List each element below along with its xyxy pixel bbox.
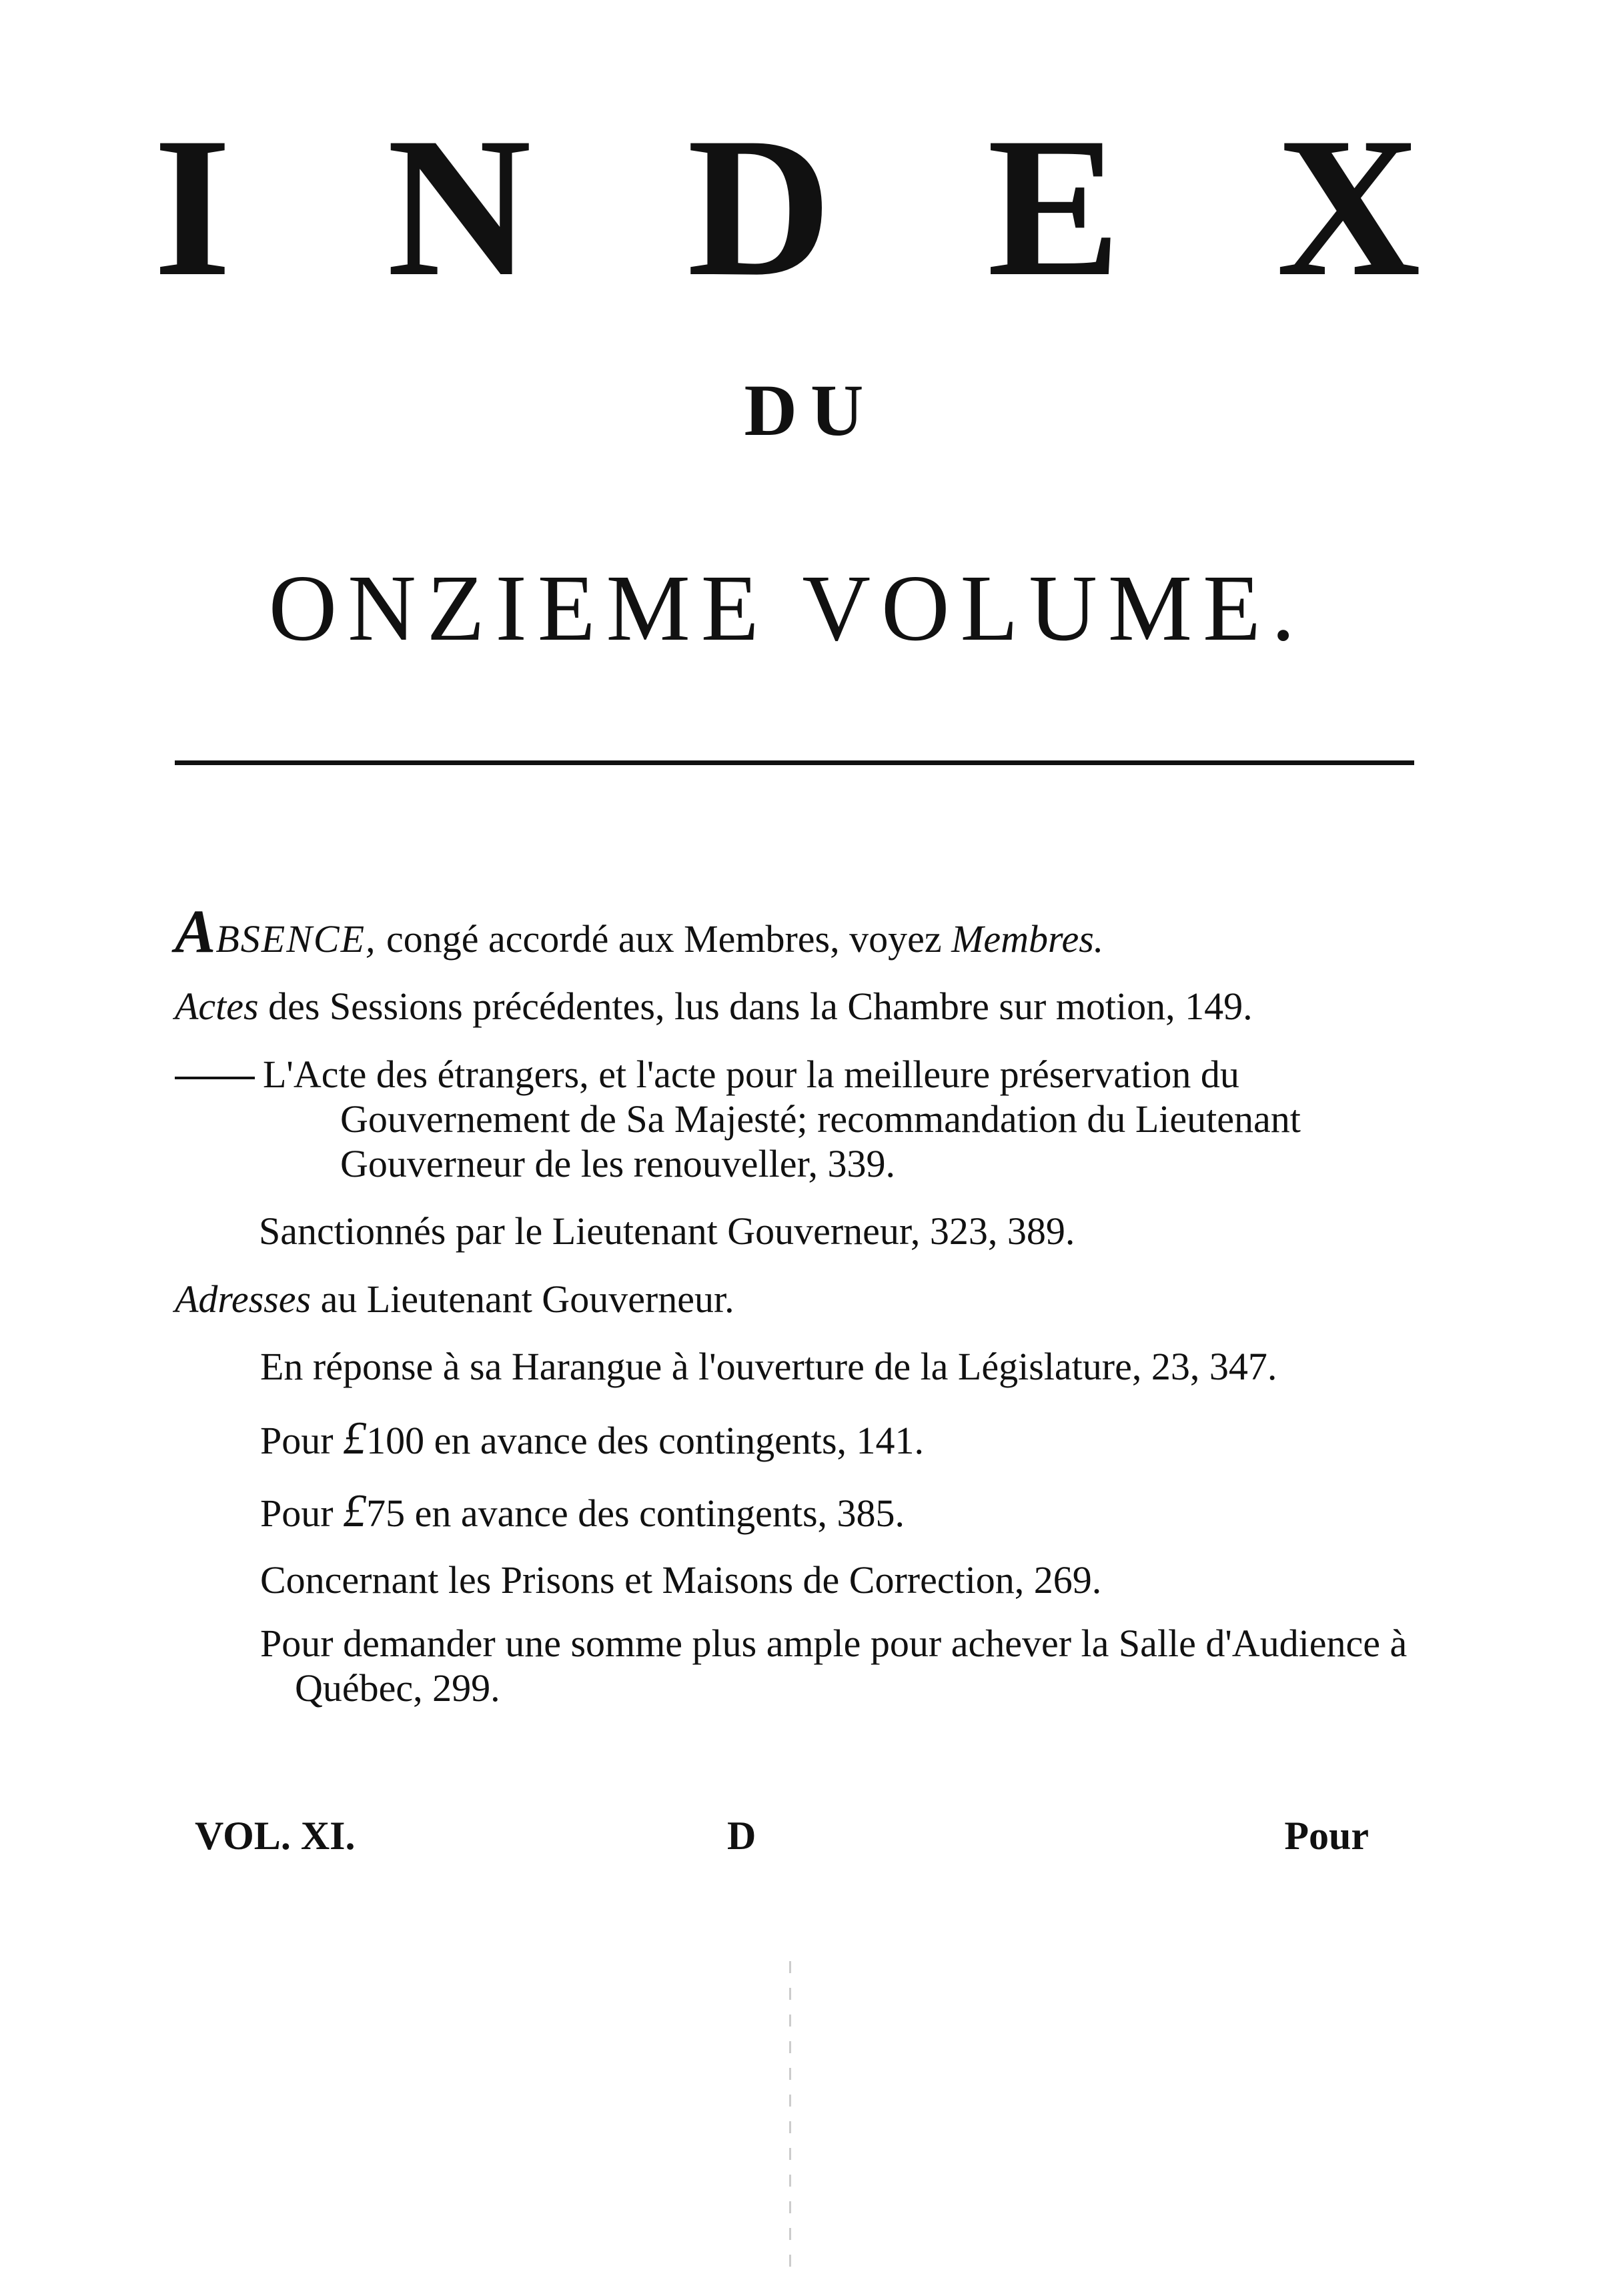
entry-text: Pour demander une somme plus ample pour achever la Salle d'Audience à Québec, 299.: [260, 1621, 1408, 1710]
entry-text: L'Acte des étrangers, et l'acte pour la meilleure préservation du: [263, 1052, 1239, 1096]
title-letter: E: [987, 96, 1121, 318]
entry-text: En réponse à sa Harangue à l'ouverture de la Législature, 23, 347.: [260, 1344, 1277, 1388]
entry-head: Adresses: [175, 1277, 312, 1321]
title-du: DU: [744, 370, 877, 451]
title-letter: D: [686, 96, 832, 318]
index-entry-absence: [175, 897, 1416, 965]
catchword: Pour: [1284, 1814, 1369, 1858]
index-entry-actes: [175, 984, 1416, 1029]
index-subentry-pour-100: [175, 1411, 1416, 1466]
entry-text: des Sessions précédentes, lus dans la Chambre sur motion, 149.: [258, 985, 1253, 1029]
index-subentry-acte-etrangers: [175, 1052, 1416, 1187]
pound-sign: £: [343, 1486, 367, 1538]
drop-initial: A: [175, 897, 216, 965]
entry-text: Sanctionnés par le Lieutenant Gouverneur, 323, 389.: [259, 1209, 1075, 1253]
title-letter: I: [153, 96, 231, 318]
entry-text: au Lieutenant Gouverneur.: [311, 1277, 734, 1321]
gutter-mark: [789, 1961, 791, 2281]
index-subentry-pour-75: [175, 1484, 1416, 1538]
volume-signature: VOL. XI.: [195, 1814, 356, 1858]
entry-text: congé accordé aux Membres, voyez: [376, 917, 952, 961]
entry-text-pre: Pour: [260, 1492, 344, 1536]
index-subentry-salle-audience: [175, 1621, 1416, 1711]
title-letter: N: [387, 96, 532, 318]
entry-continuation: Gouvernement de Sa Majesté; recommandation du Lieutenant Gouverneur de les renouveller, 339.: [340, 1097, 1301, 1186]
entry-head: Actes: [175, 985, 259, 1029]
signature-mark: D: [727, 1814, 756, 1858]
entry-text-pre: Pour: [260, 1419, 344, 1463]
index-subentry-prisons: [175, 1558, 1416, 1602]
entry-cross-reference: Membres.: [951, 917, 1104, 961]
entry-text: 75 en avance des contingents, 385.: [366, 1492, 905, 1536]
page-title-index: [153, 96, 1421, 318]
index-entry-adresses: [175, 1277, 1416, 1321]
page-footer: [195, 1813, 1369, 1866]
index-subentry-reponse-harangue: [175, 1344, 1416, 1389]
entry-head: BSENCE,: [215, 917, 377, 961]
entry-text: 100 en avance des contingents, 141.: [366, 1419, 925, 1463]
pound-sign: £: [343, 1413, 367, 1465]
title-rule: [175, 760, 1414, 765]
ditto-dash: [175, 1077, 255, 1079]
title-volume: ONZIEME VOLUME.: [268, 555, 1306, 660]
index-subentry-sanctionnes: [175, 1209, 1416, 1253]
index-entries: [175, 897, 1416, 1733]
title-letter: X: [1276, 96, 1421, 318]
entry-text: Concernant les Prisons et Maisons de Correction, 269.: [260, 1558, 1102, 1602]
